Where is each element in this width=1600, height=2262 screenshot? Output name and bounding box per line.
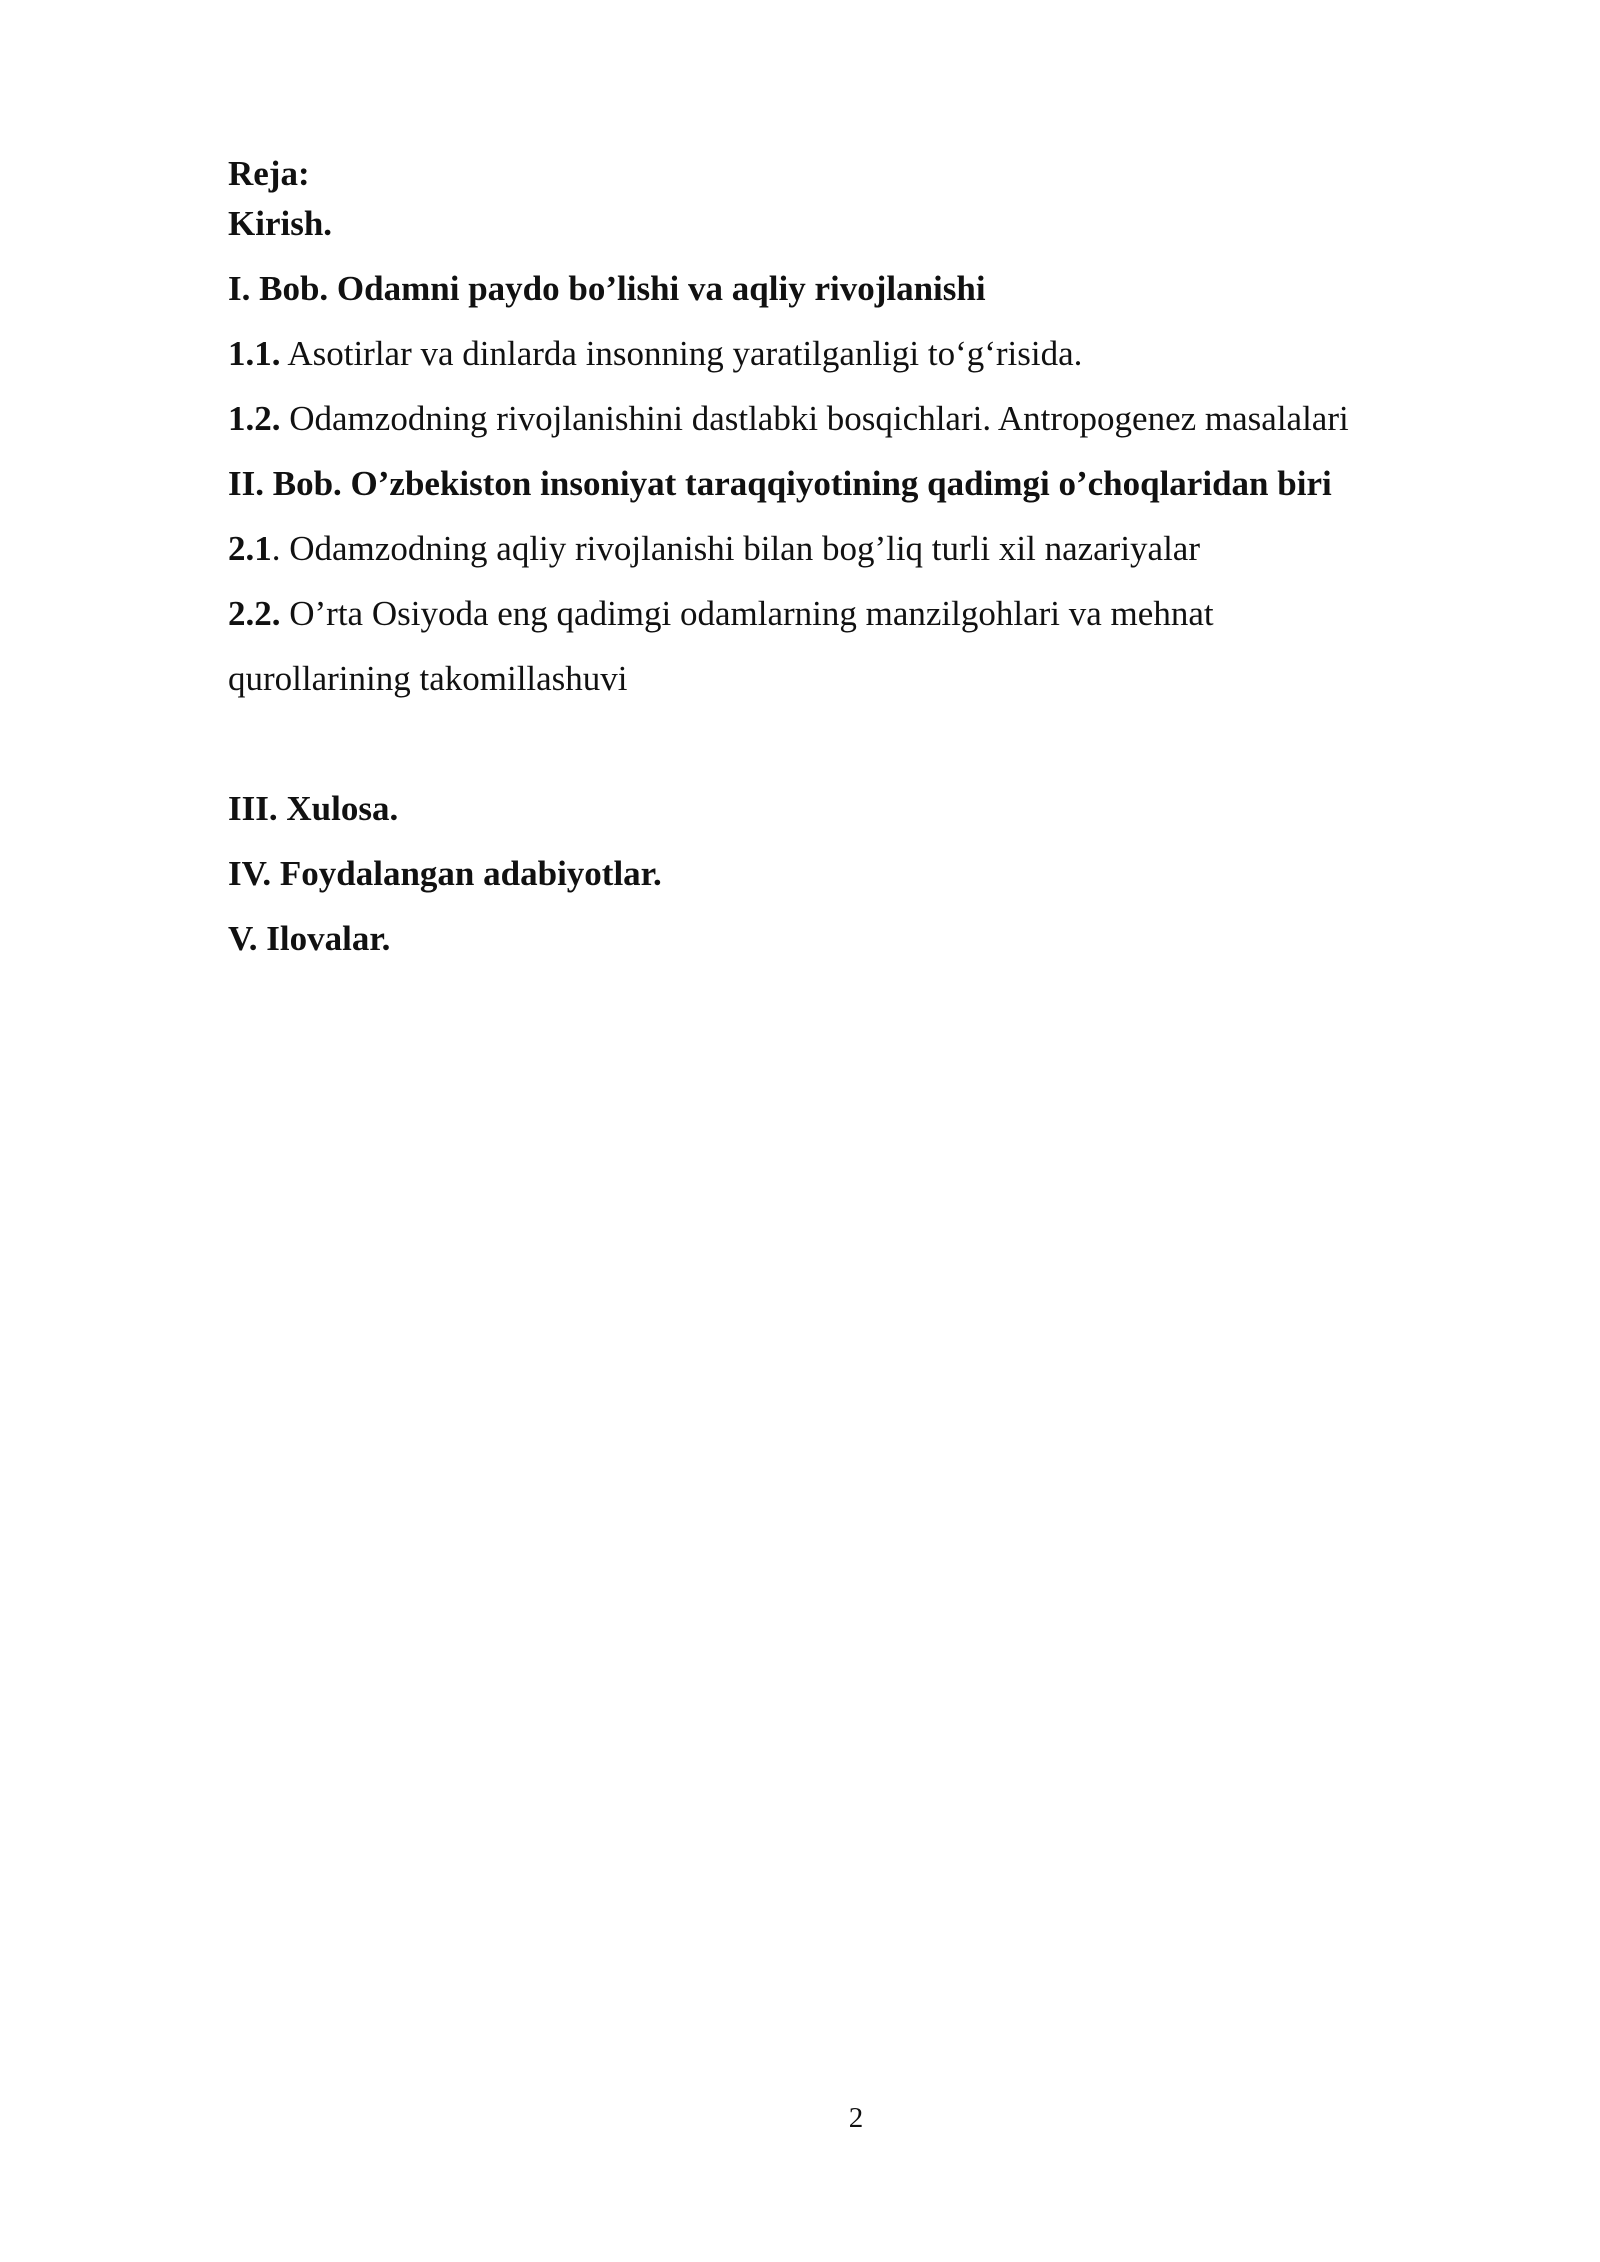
appendices-heading: V. Ilovalar. [228, 919, 391, 958]
section-text: . Odamzodning aqliy rivojlanishi bilan bog’liq turli xil nazariyalar [271, 529, 1201, 568]
section-number: 2.1 [228, 529, 272, 568]
section-text: Asotirlar va dinlarda insonning yaratilganligi to‘g‘risida. [280, 334, 1083, 373]
section-2-2 [228, 592, 1214, 636]
section-1-2 [228, 397, 1349, 441]
intro-heading: Kirish. [228, 204, 333, 243]
conclusion-heading: III. Xulosa. [228, 789, 399, 828]
section-text: O’rta Osiyoda eng qadimgi odamlarning manzilgohlari va mehnat [280, 594, 1214, 633]
section-number: 1.1. [228, 334, 281, 373]
section-2-2-continuation: qurollarining takomillashuvi [228, 659, 628, 698]
chapter-2-title: II. Bob. O’zbekiston insoniyat taraqqiyotining qadimgi o’choqlaridan biri [228, 464, 1332, 503]
page-number: 2 [848, 2102, 864, 2134]
section-number: 2.2. [228, 594, 281, 633]
section-1-1 [228, 332, 1082, 376]
section-2-1 [228, 527, 1200, 571]
section-text: Odamzodning rivojlanishini dastlabki bosqichlari. Antropogenez masalalari [280, 399, 1349, 438]
section-number: 1.2. [228, 399, 281, 438]
chapter-1-title: I. Bob. Odamni paydo bo’lishi va aqliy rivojlanishi [228, 269, 986, 308]
plan-heading: Reja: [228, 154, 310, 193]
references-heading: IV. Foydalangan adabiyotlar. [228, 854, 662, 893]
